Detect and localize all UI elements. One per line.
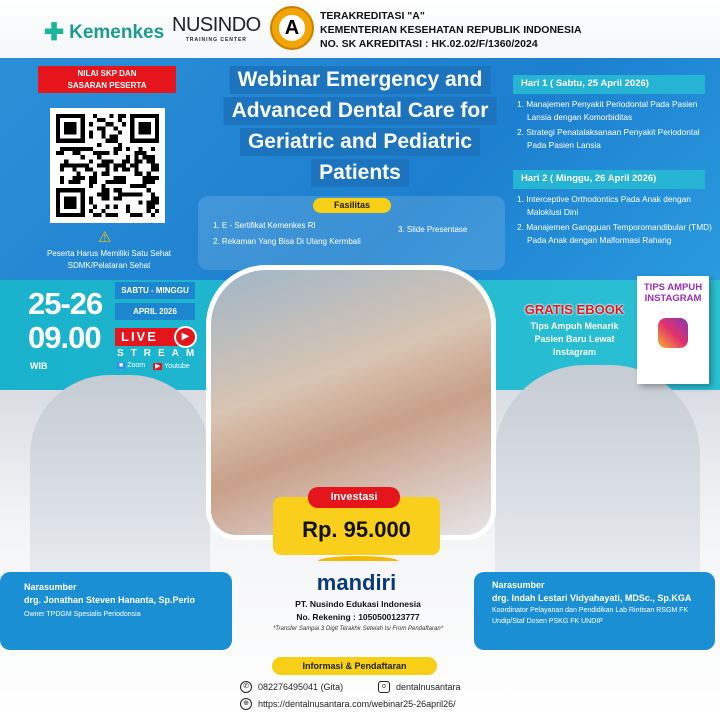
investasi-label: Investasi [308, 487, 400, 508]
title-line: Webinar Emergency and [230, 66, 491, 94]
fasilitas-item: 2. Rekaman Yang Bisa Di Ulang Kermbali [213, 237, 361, 246]
zoom-icon: ■ [119, 362, 124, 369]
event-dates: 25-26 [28, 286, 103, 321]
globe-icon: ⊕ [240, 698, 252, 710]
fasilitas-item: 1. E - Sertifikat Kemenkes RI [213, 221, 316, 230]
nusindo-logo: NUSINDO TRAINING CENTER [172, 14, 261, 43]
day1-header: Hari 1 ( Sabtu, 25 April 2026) [513, 75, 705, 94]
fasilitas-item: 3. Slide Presentase [398, 225, 468, 234]
whatsapp-icon: ✆ [240, 681, 252, 693]
whatsapp-contact[interactable]: ✆ 082276495041 (Gita) [240, 681, 343, 693]
speaker1-card: Narasumber drg. Jonathan Steven Hananta, Sp.Perio Owner TPDGM Spesialis Periodonsia [0, 572, 232, 650]
event-time: 09.00 [28, 320, 101, 355]
live-label: LIVE [115, 328, 180, 346]
youtube-icon: ▶ [155, 363, 161, 370]
title-line: Advanced Dental Care for [224, 97, 497, 125]
ebook-cover: TIPS AMPUH INSTAGRAM [637, 276, 709, 384]
day1-topics: 1. Manajemen Penyakit Periodontal Pada Pasien Lansia dengan Komorbiditas 2. Strategi Penatalaksanaan Penyakit Periodontal Pada Pasien Lansia [517, 99, 700, 150]
ebook-subtitle: Tips Ampuh Menarik Pasien Baru Lewat Instagram [530, 321, 619, 357]
accreditation-text: TERAKREDITASI "A" KEMENTERIAN KESEHATAN REPUBLIK INDONESIA NO. SK AKREDITASI : HK.02.02/F/1360/2024 [320, 10, 582, 50]
event-month: APRIL 2026 [115, 303, 195, 320]
website-link[interactable]: ⊕ https://dentalnusantara.com/webinar25-26april26/ [240, 698, 456, 710]
kemenkes-icon: ✚ [44, 19, 65, 46]
play-icon: ▶ [174, 326, 197, 348]
warning-icon: ⚠ [98, 229, 112, 246]
speaker1-photo [30, 375, 210, 575]
mandiri-wave-icon [318, 556, 398, 566]
kemenkes-logo: ✚ Kemenkes [44, 19, 165, 46]
day2-topics: 1. Interceptive Orthodontics Pada Anak dengan Maloklusi Dini 2. Manajemen Gangguan Temporomandibular (TMD) Pada Anak dengan Malformasi Rahang [517, 194, 712, 245]
speaker2-card: Narasumber drg. Indah Lestari Vidyahayati, MDSc., Sp.KGA Koordinator Pelayanan dan Pendidikan Lab Rintisan RSGM FK Undip/Staf Dosen PSKG FK UNDIP [474, 572, 715, 650]
accreditation-badge: A [270, 6, 314, 50]
fasilitas-label: Fasilitas [313, 198, 391, 213]
price-box: Rp. 95.000 [273, 497, 440, 555]
stream-label: STREAM [117, 348, 202, 359]
transfer-note: *Transfer Sampai 3 Digit Terakhir Setelah Isi From Pendaftaran* [272, 626, 444, 632]
instagram-contact[interactable]: o dentalnusantara [378, 681, 461, 693]
timezone: WIB [30, 361, 48, 371]
zoom-platform: ■ Zoom [119, 362, 146, 369]
qr-code[interactable] [50, 108, 165, 223]
speaker2-photo [495, 365, 700, 575]
event-days: SABTU - MINGGU [115, 282, 195, 299]
account-info: PT. Nusindo Edukasi Indonesia No. Rekening : 1050500123777 [295, 599, 421, 622]
instagram-icon: o [378, 681, 390, 693]
instagram-icon [658, 318, 688, 348]
title-line: Geriatric and Pediatric [240, 128, 480, 156]
skp-label: NILAI SKP DAN SASARAN PESERTA [38, 66, 176, 93]
title-line: Patients [311, 159, 409, 187]
ebook-title: GRATIS EBOOK [524, 302, 625, 317]
bank-logo: mandiri [316, 570, 397, 595]
info-label: Informasi & Pendaftaran [272, 657, 437, 675]
youtube-platform: ▶ Youtube [155, 363, 190, 370]
warning-text: Peserta Harus Memiliki Satu Sehat SDMK/Pelataran Sehat [46, 249, 172, 270]
day2-header: Hari 2 ( Minggu, 26 April 2026) [513, 170, 705, 189]
